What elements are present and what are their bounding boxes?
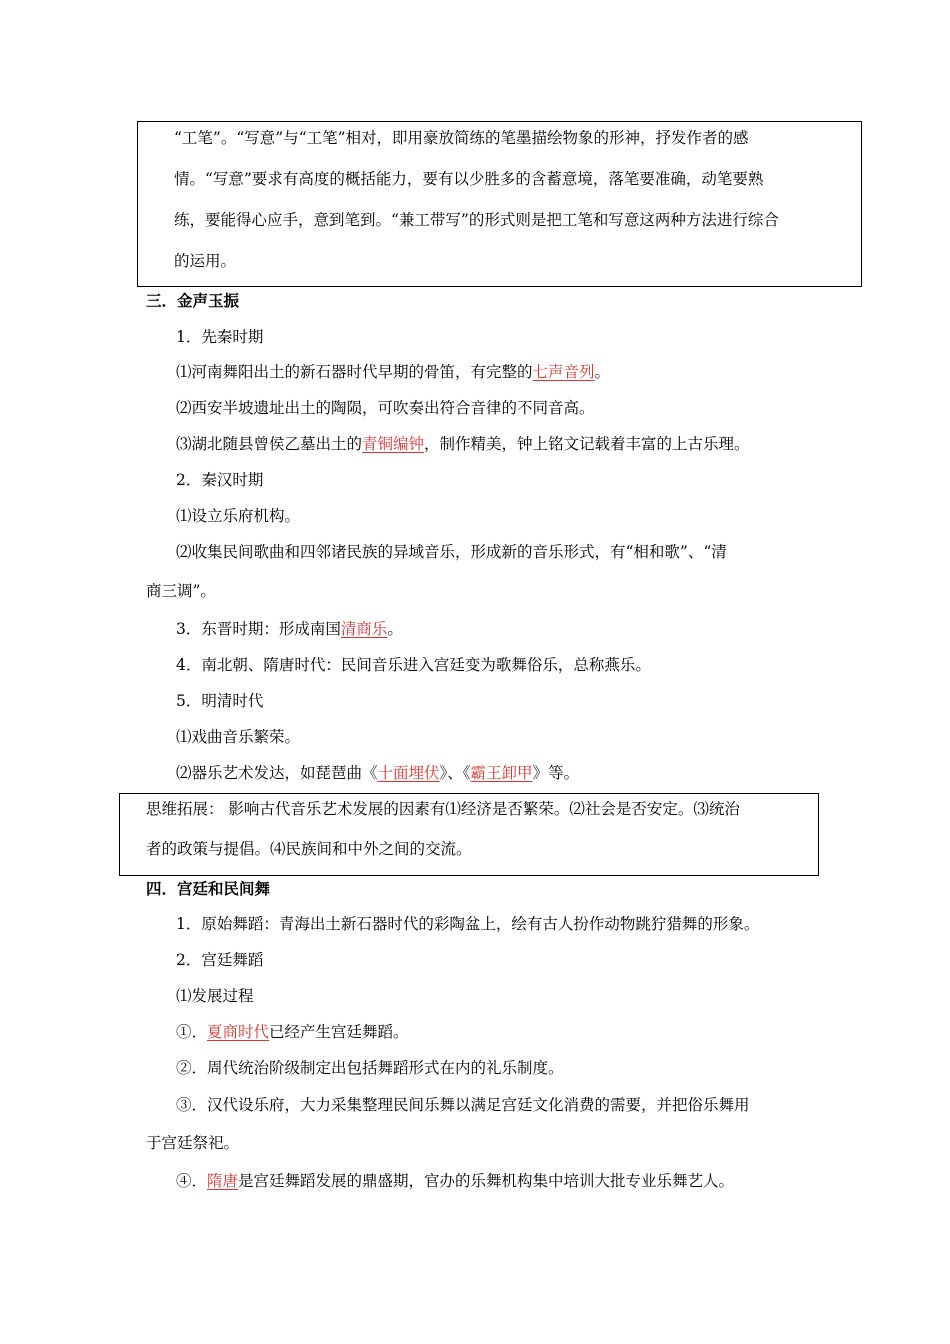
- list-item: [176, 763, 579, 783]
- item-text: 》、《: [439, 764, 471, 782]
- list-item: ⑴戏曲音乐繁荣。: [176, 728, 301, 746]
- list-item: ⑴发展过程: [176, 987, 254, 1005]
- item-text: ①．: [176, 1023, 208, 1041]
- answer-highlight: 清商乐: [340, 620, 388, 638]
- list-item-continuation: 于宫廷祭祀。: [146, 1134, 240, 1152]
- answer-highlight: 青铜编钟: [362, 435, 425, 453]
- answer-highlight: 十面埋伏: [377, 764, 440, 782]
- item-text: 。: [387, 620, 403, 638]
- list-item: ⑴设立乐府机构。: [176, 507, 301, 525]
- answer-highlight: 隋唐: [207, 1172, 239, 1190]
- subsection-title: 2．宫廷舞蹈: [176, 951, 264, 969]
- list-item-continuation: 商三调”。: [146, 582, 216, 600]
- subsection-title: 4．南北朝、隋唐时代：民间音乐进入宫廷变为歌舞俗乐，总称燕乐。: [176, 656, 651, 674]
- item-text: 已经产生宫廷舞蹈。: [269, 1023, 409, 1041]
- subsection-title: 1．先秦时期: [176, 328, 264, 346]
- answer-highlight: 霸王卸甲: [470, 764, 533, 782]
- paragraph-line: 的运用。: [174, 252, 237, 270]
- list-item: ⑵西安半坡遗址出土的陶陨，可吹奏出符合音律的不同音高。: [176, 399, 595, 417]
- item-text: ⑴河南舞阳出土的新石器时代早期的骨笛，有完整的: [176, 363, 533, 381]
- list-item: [176, 434, 750, 454]
- subsection-title: 1．原始舞蹈：青海出土新石器时代的彩陶盆上，绘有古人扮作动物跳狞猎舞的形象。: [176, 915, 760, 933]
- extension-line: 者的政策与提倡。⑷民族间和中外之间的交流。: [146, 840, 472, 858]
- item-text: ，制作精美，钟上铭文记载着丰富的上古乐理。: [424, 435, 750, 453]
- section-heading: 四．宫廷和民间舞: [146, 879, 271, 898]
- paragraph-line: 练，要能得心应手，意到笔到。“兼工带写”的形式则是把工笔和写意这两种方法进行综合: [174, 211, 779, 229]
- item-text: 。: [594, 363, 611, 381]
- item-text: ⑵器乐艺术发达，如琵琶曲《: [176, 764, 378, 782]
- list-item: [176, 362, 610, 382]
- paragraph-line: 情。“写意”要求有高度的概括能力，要有以少胜多的含蓄意境，落笔要准确，动笔要熟: [174, 170, 764, 188]
- answer-highlight: 夏商时代: [207, 1023, 270, 1041]
- list-item: ③．汉代设乐府，大力采集整理民间乐舞以满足宫廷文化消费的需要，并把俗乐舞用: [176, 1096, 750, 1114]
- item-text: ⑶湖北随县曾侯乙墓出土的: [176, 435, 363, 453]
- subsection-title: 2．秦汉时期: [176, 471, 264, 489]
- section-heading: 三．金声玉振: [146, 291, 240, 310]
- subsection-title: [176, 619, 403, 639]
- item-text: ④．: [176, 1172, 208, 1190]
- extension-line: 思维拓展： 影响古代音乐艺术发展的因素有⑴经济是否繁荣。⑵社会是否安定。⑶统治: [146, 800, 740, 818]
- list-item: ⑵收集民间歌曲和四邻诸民族的异域音乐，形成新的音乐形式，有“相和歌”、“清: [176, 543, 727, 561]
- list-item: [176, 1022, 409, 1042]
- item-text: 是宫廷舞蹈发展的鼎盛期，官办的乐舞机构集中培训大批专业乐舞艺人。: [238, 1172, 735, 1190]
- item-text: 3．东晋时期：形成南国: [176, 620, 341, 638]
- subsection-title: 5．明清时代: [176, 692, 264, 710]
- item-text: 》等。: [532, 764, 580, 782]
- list-item: [176, 1171, 734, 1191]
- list-item: ②．周代统治阶级制定出包括舞蹈形式在内的礼乐制度。: [176, 1059, 564, 1077]
- paragraph-line: “工笔”。“写意”与“工笔”相对，即用豪放简练的笔墨描绘物象的形神，抒发作者的感: [174, 129, 749, 147]
- answer-highlight: 七声音列: [532, 363, 595, 381]
